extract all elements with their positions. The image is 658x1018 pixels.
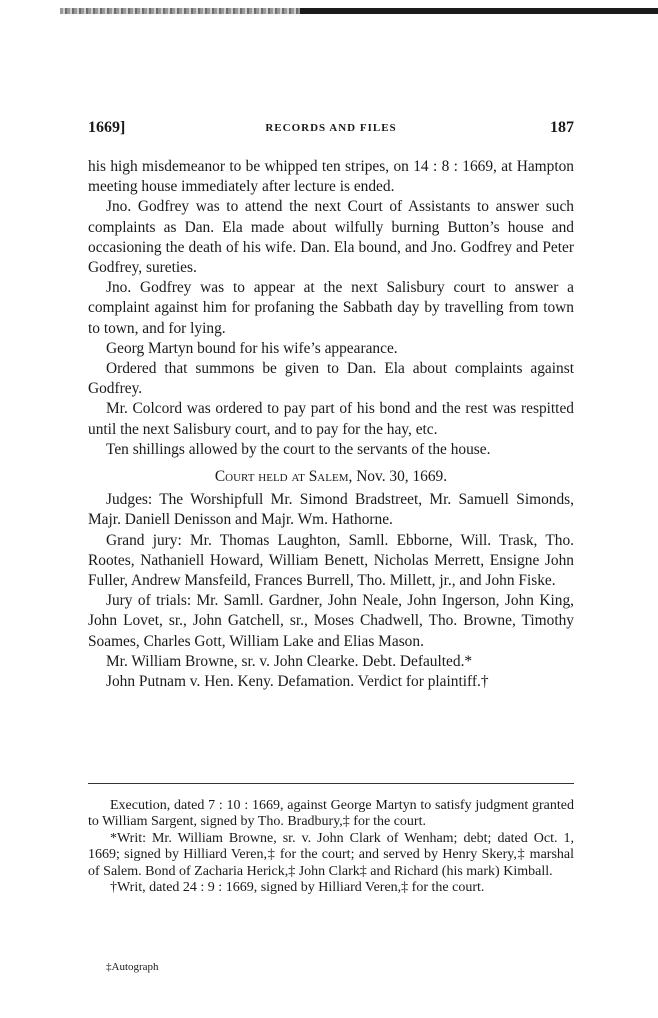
main-text — [88, 157, 574, 692]
paragraph: Jno. Godfrey was to appear at the next Salisbury court to answer a complaint against him for profaning the Sabbath day by travelling from town to town, and for lying. — [88, 279, 574, 337]
note: *Writ: Mr. William Browne, sr. v. John Clark of Wenham; debt; dated Oct. 1, 1669; signed by Hilliard Veren,‡ for the court; and served by Henry Skery,‡ marshal of Salem. Bond of Zacharia Herick,‡ John Clark‡ and Richard (his mark) Kimball. — [88, 830, 574, 879]
paragraph: Jury of trials: Mr. Samll. Gardner, John Neale, John Ingerson, John King, John Lovet, sr., John Gatchell, sr., Moses Chadwell, Tho. Browne, Timothy Soames, Charles Gott, William Lake and Elias Mason. — [88, 592, 574, 650]
notes-section — [88, 798, 574, 896]
paragraph: Mr. William Browne, sr. v. John Clearke. Debt. Defaulted.* — [106, 652, 473, 670]
paragraph: John Putnam v. Hen. Keny. Defamation. Verdict for plaintiff.† — [106, 673, 489, 691]
autograph-footnote: ‡Autograph — [106, 961, 159, 973]
notes-divider — [88, 783, 574, 784]
page-header — [88, 119, 574, 141]
paragraph: Jno. Godfrey was to attend the next Court of Assistants to answer such complaints as Dan. Ela made about wilfully burning Button’s house and occasioning the death of his wife. Dan. Ela bound, and Jno. Godfrey and Peter Godfrey, sureties. — [88, 198, 574, 277]
paragraph: Judges: The Worshipfull Mr. Simond Bradstreet, Mr. Samuell Simonds, Majr. Daniell Denisson and Majr. Wm. Hathorne. — [88, 491, 574, 529]
page-top-border-scuff — [60, 8, 300, 14]
court-heading-place: Court held at Salem, — [214, 468, 353, 486]
paragraph: Ordered that summons be given to Dan. Ela about complaints against Godfrey. — [88, 360, 574, 398]
running-head-title: RECORDS AND FILES — [265, 122, 397, 134]
court-heading-date: Nov. 30, 1669. — [356, 468, 448, 486]
running-head-year: 1669] — [88, 119, 126, 136]
note: Execution, dated 7 : 10 : 1669, against George Martyn to satisfy judgment granted to William Sargent, signed by Tho. Bradbury,‡ for the court. — [88, 798, 574, 830]
page-number: 187 — [550, 119, 574, 136]
paragraph: his high misdemeanor to be whipped ten stripes, on 14 : 8 : 1669, at Hampton meeting house immediately after lecture is ended. — [88, 158, 574, 196]
paragraph: Grand jury: Mr. Thomas Laughton, Samll. Ebborne, Will. Trask, Tho. Rootes, Nathaniell Howard, William Benett, Nicholas Merrett, Ensigne John Fuller, Andrew Mansfeild, Frances Burrell, Tho. Millett, jr., and John Fiske. — [88, 531, 574, 590]
court-heading — [88, 467, 574, 487]
paragraph: Georg Martyn bound for his wife’s appearance. — [106, 339, 398, 357]
note: †Writ, dated 24 : 9 : 1669, signed by Hilliard Veren,‡ for the court. — [110, 880, 485, 896]
paragraph: Mr. Colcord was ordered to pay part of his bond and the rest was respitted until the next Salisbury court, and to pay for the hay, etc. — [88, 400, 574, 438]
paragraph: Ten shillings allowed by the court to the servants of the house. — [106, 440, 491, 458]
